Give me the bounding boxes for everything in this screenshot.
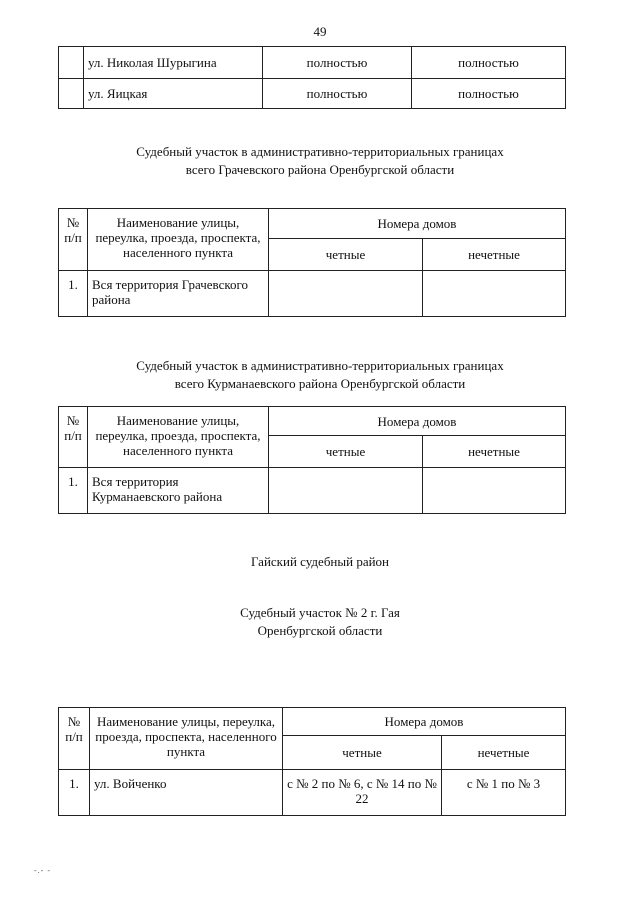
table-row: [59, 271, 566, 317]
odd-header: нечетные: [423, 239, 566, 271]
num-cell: [59, 79, 84, 109]
num-header: № п/п: [59, 407, 88, 468]
odd-header: нечетные: [423, 436, 566, 468]
addresses-table: [58, 208, 566, 317]
name-header: Наименование улицы, переулка, проезда, проспекта, населенного пункта: [88, 209, 269, 271]
addresses-table: [58, 406, 566, 514]
num-cell: 1.: [59, 770, 90, 816]
section-heading: [0, 357, 640, 393]
heading-line: Оренбургской области: [257, 623, 383, 638]
name-cell: Вся территория Курманаевского района: [88, 468, 269, 514]
even-header: четные: [269, 239, 423, 271]
even-header: четные: [283, 736, 442, 770]
houses-header: Номера домов: [283, 708, 566, 736]
heading-line: Судебный участок в административно-территориальных границах: [136, 144, 504, 159]
odd-cell: полностью: [412, 79, 566, 109]
name-header: Наименование улицы, переулка, проезда, проспекта, населенного пункта: [88, 407, 269, 468]
page-number: 49: [313, 24, 327, 39]
even-cell: с № 2 по № 6, с № 14 по № 22: [283, 770, 442, 816]
table-header-row: [59, 407, 566, 436]
footer-mark: -.- -: [34, 866, 51, 875]
name-cell: ул. Войченко: [90, 770, 283, 816]
heading-line: Судебный участок в административно-территориальных границах: [136, 358, 504, 373]
even-cell: полностью: [263, 79, 412, 109]
even-cell: [269, 468, 423, 514]
num-header: № п/п: [59, 209, 88, 271]
num-cell: [59, 47, 84, 79]
odd-header: нечетные: [442, 736, 566, 770]
table-row: [59, 79, 566, 109]
odd-cell: с № 1 по № 3: [442, 770, 566, 816]
heading-line: всего Грачевского района Оренбургской области: [185, 162, 455, 177]
even-cell: полностью: [263, 47, 412, 79]
table-header-row: [59, 708, 566, 736]
section-heading: [0, 143, 640, 179]
num-cell: 1.: [59, 271, 88, 317]
section-heading: [0, 604, 640, 640]
houses-header: Номера домов: [269, 209, 566, 239]
heading-line: всего Курманаевского района Оренбургской области: [174, 376, 466, 391]
table-header-row: [59, 209, 566, 239]
continuation-table: [58, 46, 566, 109]
odd-cell: полностью: [412, 47, 566, 79]
name-cell: Вся территория Грачевского района: [88, 271, 269, 317]
district-heading: Гайский судебный район: [250, 554, 390, 569]
heading-line: Судебный участок № 2 г. Гая: [240, 605, 400, 620]
even-cell: [269, 271, 423, 317]
table-row: [59, 770, 566, 816]
street-cell: ул. Николая Шурыгина: [84, 47, 263, 79]
even-header: четные: [269, 436, 423, 468]
table-row: [59, 468, 566, 514]
houses-header: Номера домов: [269, 407, 566, 436]
addresses-table: [58, 707, 566, 816]
odd-cell: [423, 468, 566, 514]
street-cell: ул. Яицкая: [84, 79, 263, 109]
odd-cell: [423, 271, 566, 317]
name-header: Наименование улицы, переулка, проезда, проспекта, населенного пункта: [90, 708, 283, 770]
table-row: [59, 47, 566, 79]
num-cell: 1.: [59, 468, 88, 514]
num-header: № п/п: [59, 708, 90, 770]
